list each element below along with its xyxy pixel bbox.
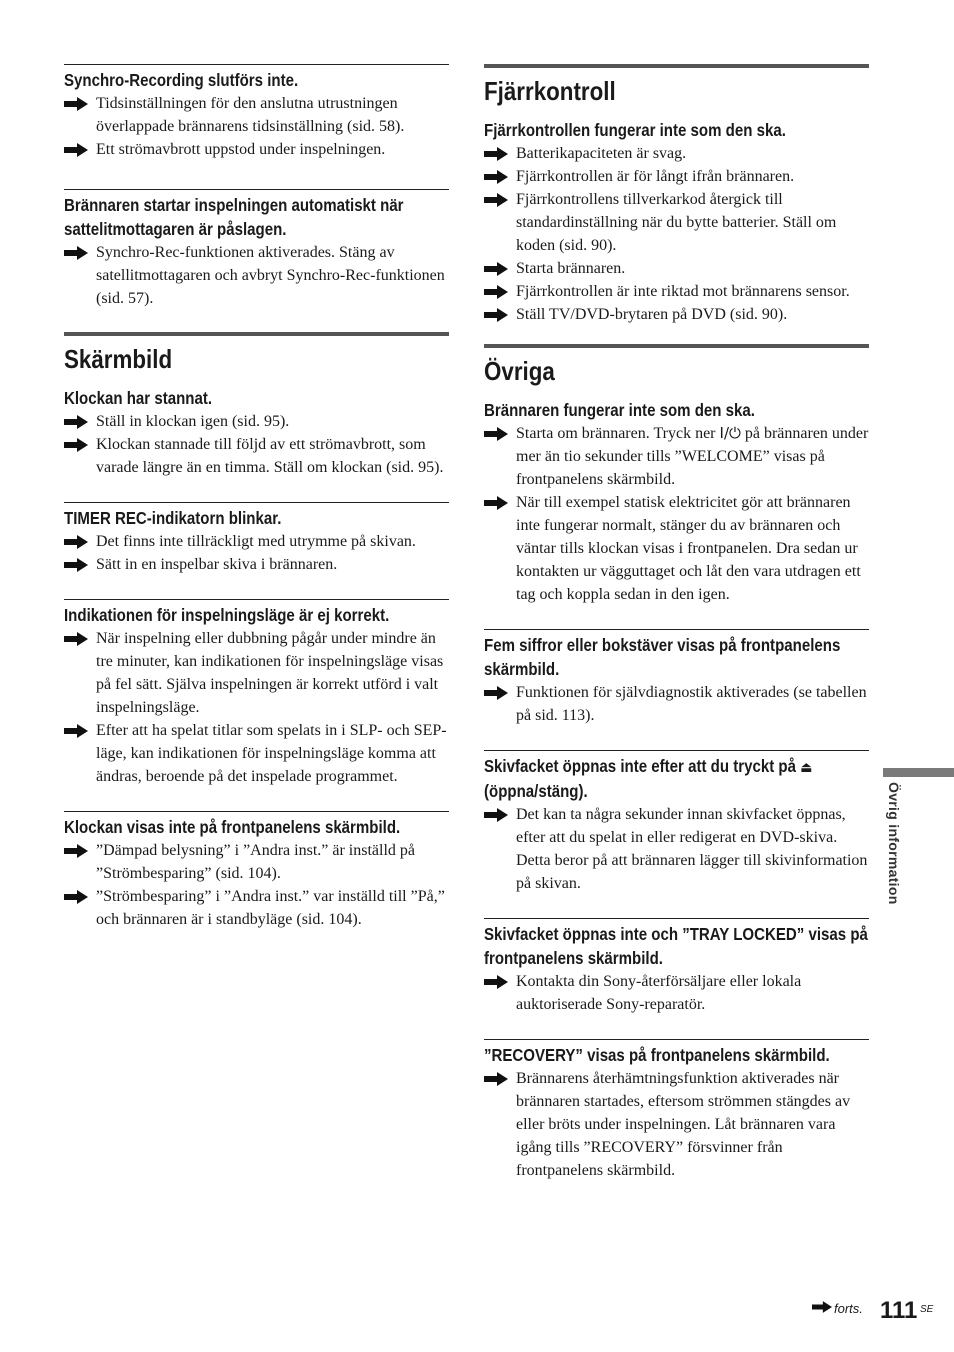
list-item-text: Det finns inte tillräckligt med utrymme på skivan. bbox=[96, 533, 416, 550]
list-item-text: ”Strömbesparing” i ”Andra inst.” var inställd till ”På,” och brännaren är i standbyläge (sid. 104). bbox=[96, 888, 445, 928]
side-tab-bar bbox=[883, 768, 954, 777]
list-item bbox=[64, 138, 449, 161]
arrow-right-icon bbox=[484, 496, 508, 510]
list-item bbox=[64, 553, 449, 576]
list-item-text: När till exempel statisk elektricitet gör att brännaren inte fungerar normalt, stänger du av brännaren och väntar tills klockan visas i frontpanelen. Dra sedan ur kontakten ur vägguttaget och låt den vara utdragen ett tag och koppla sedan in den igen. bbox=[516, 494, 861, 603]
arrow-right-icon bbox=[484, 1072, 508, 1086]
subsection-synchro-recording bbox=[64, 64, 449, 161]
continued-indicator bbox=[812, 1301, 863, 1316]
list-item bbox=[484, 1067, 869, 1182]
arrow-right-icon bbox=[64, 844, 88, 858]
arrow-right-icon bbox=[484, 147, 508, 161]
list-item bbox=[484, 803, 869, 895]
list-item bbox=[484, 257, 869, 280]
list-item bbox=[484, 491, 869, 606]
arrow-right-icon bbox=[64, 535, 88, 549]
list-item bbox=[484, 303, 869, 326]
arrow-right-icon bbox=[484, 686, 508, 700]
arrow-right-icon bbox=[484, 975, 508, 989]
list-item bbox=[64, 839, 449, 885]
list-item bbox=[64, 885, 449, 931]
subsection-title: Indikationen för inspelningsläge är ej korrekt. bbox=[64, 605, 390, 625]
subsection-title: Klockan visas inte på frontpanelens skärmbild. bbox=[64, 817, 401, 837]
list-item-text: Tidsinställningen för den anslutna utrustningen överlappade brännarens tidsinställning (sid. 58). bbox=[96, 95, 405, 135]
right-column bbox=[484, 64, 869, 1182]
list-item-text: Synchro-Rec-funktionen aktiverades. Stäng av satellitmottagaren och avbryt Synchro-Rec-funktionen (sid. 57). bbox=[96, 244, 445, 307]
subsection-klockan-stannat bbox=[64, 386, 449, 479]
list-item bbox=[484, 681, 869, 727]
list-item-text: Kontakta din Sony-återförsäljare eller lokala auktoriserade Sony-reparatör. bbox=[516, 973, 802, 1013]
subsection-title: Fem siffror eller bokstäver visas på frontpanelens skärmbild. bbox=[484, 635, 841, 679]
subsection-title: ”RECOVERY” visas på frontpanelens skärmbild. bbox=[484, 1045, 830, 1065]
list-item bbox=[64, 627, 449, 719]
subsection-title-text: (öppna/stäng). bbox=[484, 781, 588, 801]
continued-label: forts. bbox=[834, 1301, 863, 1316]
arrow-right-icon bbox=[64, 415, 88, 429]
list-item-text: Starta om brännaren. Tryck ner bbox=[516, 425, 720, 442]
subsection-title bbox=[484, 754, 868, 803]
arrow-right-icon bbox=[64, 724, 88, 738]
arrow-right-icon bbox=[64, 143, 88, 157]
list-item-text: Funktionen för självdiagnostik aktiverades (se tabellen på sid. 113). bbox=[516, 684, 867, 724]
section-heading: Skärmbild bbox=[64, 344, 173, 374]
list-item bbox=[484, 970, 869, 1016]
side-tab-label: Övrig information bbox=[886, 782, 902, 905]
list-item bbox=[64, 433, 449, 479]
list-item bbox=[64, 241, 449, 310]
subsection-klockan-visas-inte bbox=[64, 811, 449, 931]
arrow-right-icon bbox=[484, 427, 508, 441]
list-item-text: Klockan stannade till följd av ett strömavbrott, som varade längre än en timma. Ställ om klockan (sid. 95). bbox=[96, 436, 444, 476]
arrow-right-icon bbox=[64, 246, 88, 260]
list-item-text: ”Dämpad belysning” i ”Andra inst.” är inställd på ”Strömbesparing” (sid. 104). bbox=[96, 842, 416, 882]
page-language-suffix: SE bbox=[920, 1304, 934, 1315]
subsection-skivfacket-oppnas bbox=[484, 750, 869, 895]
list-item bbox=[484, 280, 869, 303]
arrow-right-icon bbox=[64, 97, 88, 111]
section-fjarrkontroll bbox=[484, 64, 869, 106]
section-heading: Fjärrkontroll bbox=[484, 76, 616, 106]
subsection-title: Synchro-Recording slutförs inte. bbox=[64, 70, 299, 90]
list-item-text: Batterikapaciteten är svag. bbox=[516, 145, 687, 162]
section-skarmbild bbox=[64, 332, 449, 374]
subsection-title: TIMER REC-indikatorn blinkar. bbox=[64, 508, 282, 528]
arrow-right-icon bbox=[484, 308, 508, 322]
list-item bbox=[64, 92, 449, 138]
list-item bbox=[64, 719, 449, 788]
subsection-fem-siffror bbox=[484, 629, 869, 727]
subsection-inspelningslage bbox=[64, 599, 449, 788]
arrow-right-icon bbox=[64, 558, 88, 572]
list-item bbox=[484, 422, 869, 491]
subsection-timer-rec bbox=[64, 502, 449, 576]
left-column bbox=[64, 64, 449, 931]
subsection-title: Skivfacket öppnas inte och ”TRAY LOCKED” visas på frontpanelens skärmbild. bbox=[484, 924, 868, 968]
section-ovriga bbox=[484, 344, 869, 386]
list-item-text: Det kan ta några sekunder innan skivfacket öppnas, efter att du spelat in eller redigerat en DVD-skiva. Detta beror på att brännaren lägger till skivinformation på skivan. bbox=[516, 806, 868, 892]
subsection-title: Fjärrkontrollen fungerar inte som den ska. bbox=[484, 120, 786, 140]
arrow-right-icon bbox=[484, 193, 508, 207]
list-item bbox=[64, 410, 449, 433]
subsection-title: Brännaren startar inspelningen automatiskt när sattelitmottagaren är påslagen. bbox=[64, 195, 404, 239]
arrow-right-icon bbox=[484, 285, 508, 299]
section-heading: Övriga bbox=[484, 356, 555, 386]
list-item-text: Fjärrkontrollens tillverkarkod återgick till standardinställning när du bytte batterier. Ställ om koden (sid. 90). bbox=[516, 191, 837, 254]
arrow-right-icon bbox=[64, 890, 88, 904]
arrow-right-icon bbox=[484, 262, 508, 276]
list-item bbox=[484, 142, 869, 165]
eject-icon: ⏏ bbox=[800, 758, 813, 776]
list-item bbox=[484, 188, 869, 257]
arrow-right-icon bbox=[484, 808, 508, 822]
list-item bbox=[64, 530, 449, 553]
subsection-recovery bbox=[484, 1039, 869, 1182]
list-item-text: Starta brännaren. bbox=[516, 260, 626, 277]
list-item-text: Ställ TV/DVD-brytaren på DVD (sid. 90). bbox=[516, 306, 788, 323]
list-item-text: Ställ in klockan igen (sid. 95). bbox=[96, 413, 290, 430]
subsection-title: Klockan har stannat. bbox=[64, 388, 213, 408]
subsection-title-text: Skivfacket öppnas inte efter att du tryckt på bbox=[484, 756, 801, 776]
list-item-text: Fjärrkontrollen är inte riktad mot brännarens sensor. bbox=[516, 283, 850, 300]
list-item-text: Ett strömavbrott uppstod under inspelningen. bbox=[96, 141, 386, 158]
list-item-text: Sätt in en inspelbar skiva i brännaren. bbox=[96, 556, 338, 573]
subsection-title: Brännaren fungerar inte som den ska. bbox=[484, 400, 755, 420]
list-item-text: När inspelning eller dubbning pågår under mindre än tre minuter, kan indikationen för inspelningsläge visas på fel sätt. Själva inspelningen är korrekt utförd i valt inspelningsläge. bbox=[96, 630, 444, 716]
arrow-right-icon bbox=[64, 438, 88, 452]
arrow-right-icon bbox=[484, 170, 508, 184]
list-item-text: på brännaren under mer än tio sekunder tills ”WELCOME” visas på frontpanelens skärmbild. bbox=[516, 425, 869, 488]
arrow-right-icon bbox=[812, 1301, 832, 1316]
subsection-brannaren-fungerar-inte bbox=[484, 398, 869, 606]
list-item-text: Efter att ha spelat titlar som spelats in i SLP- och SEP-läge, kan indikationen för inspelningsläge komma att ändras, beroende på det inspelade programmet. bbox=[96, 722, 447, 785]
power-button-icon: I/⏻ bbox=[719, 424, 741, 442]
list-item-text: Fjärrkontrollen är för långt ifrån brännaren. bbox=[516, 168, 795, 185]
arrow-right-icon bbox=[64, 632, 88, 646]
page-number: 111 bbox=[880, 1297, 918, 1324]
subsection-autostart bbox=[64, 189, 449, 310]
subsection-tray-locked bbox=[484, 918, 869, 1016]
list-item-text: Brännarens återhämtningsfunktion aktiverades när brännaren startades, eftersom strömmen stängdes av eller bröts under inspelningen. Låt brännaren vara igång tills ”RECOVERY” försvinner från frontpanelens skärmbild. bbox=[516, 1070, 851, 1179]
list-item bbox=[484, 165, 869, 188]
subsection-fjarrkontrollen bbox=[484, 118, 869, 326]
